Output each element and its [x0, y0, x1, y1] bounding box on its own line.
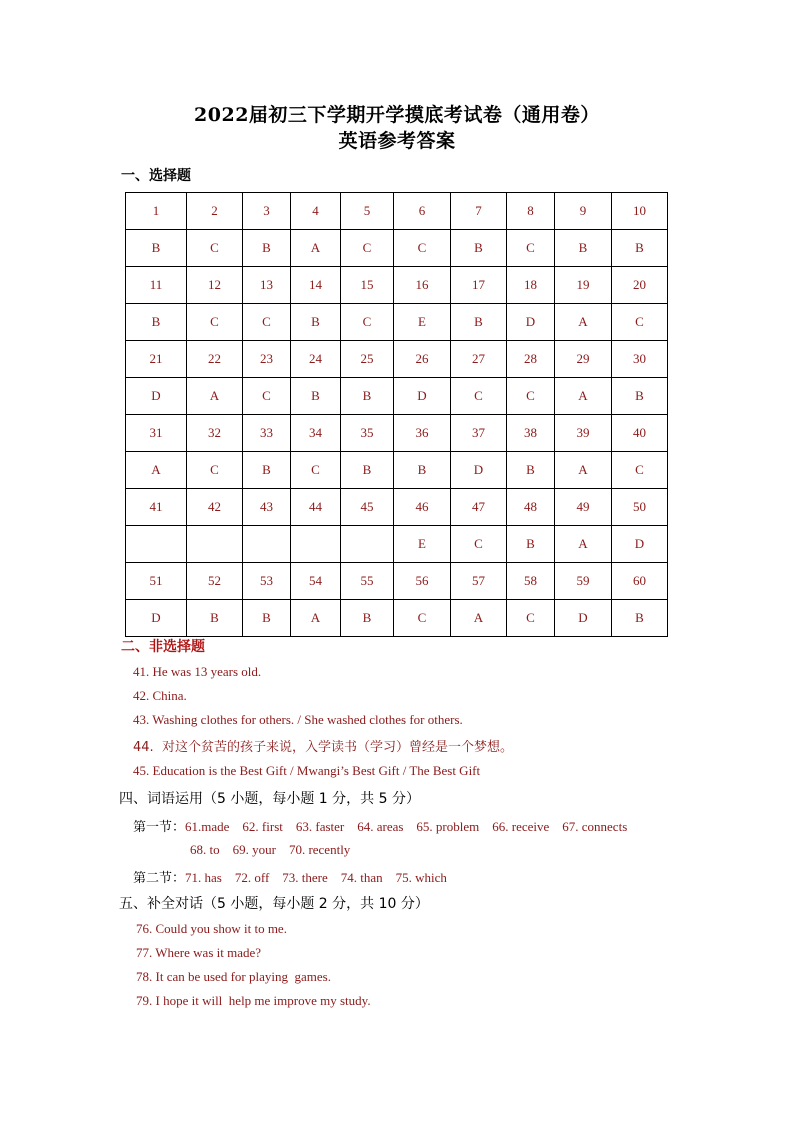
answer-cell: D: [126, 600, 187, 637]
answer-cell: C: [187, 304, 243, 341]
word-use-part1: [133, 816, 627, 835]
answer-cell: B: [341, 452, 394, 489]
question-number-cell: 24: [291, 341, 341, 378]
answer-cell: C: [507, 600, 555, 637]
question-number-cell: 44: [291, 489, 341, 526]
answer-cell: C: [451, 526, 507, 563]
answer-item: 45. Education is the Best Gift / Mwangi’s Best Gift / The Best Gift: [133, 763, 481, 778]
question-number-row: [126, 193, 668, 230]
word-use-part2: [133, 867, 447, 886]
answer-cell: B: [612, 378, 668, 415]
section-heading-nonchoice: 二、非选择题: [121, 639, 205, 655]
question-number-cell: 60: [612, 563, 668, 600]
question-number-cell: 15: [341, 267, 394, 304]
answer-cell: B: [451, 230, 507, 267]
question-number-cell: 22: [187, 341, 243, 378]
answer-cell: A: [555, 378, 612, 415]
question-number-cell: 5: [341, 193, 394, 230]
answer-row: [126, 452, 668, 489]
question-number-cell: 52: [187, 563, 243, 600]
question-number-cell: 37: [451, 415, 507, 452]
answer-cell: C: [394, 600, 451, 637]
question-number-cell: 9: [555, 193, 612, 230]
answer-cell: B: [341, 378, 394, 415]
answer-cell: B: [612, 600, 668, 637]
question-number-row: [126, 563, 668, 600]
answer-item: 43. Washing clothes for others. / She washed clothes for others.: [133, 712, 463, 727]
answer-cell: B: [126, 230, 187, 267]
answer-cell: B: [507, 452, 555, 489]
question-number-cell: 4: [291, 193, 341, 230]
answer-cell: D: [126, 378, 187, 415]
answer-cell: [291, 526, 341, 563]
question-number-cell: 43: [243, 489, 291, 526]
part1-label: 第一节：: [133, 820, 186, 835]
answer-cell: D: [394, 378, 451, 415]
answer-row: [126, 304, 668, 341]
question-number-cell: 40: [612, 415, 668, 452]
answer-cell: B: [291, 378, 341, 415]
answer-cell: C: [341, 304, 394, 341]
part1-answers-line1: 61.made 62. first 63. faster 64. areas 65. problem 66. receive 67. connects: [185, 819, 628, 834]
question-number-cell: 31: [126, 415, 187, 452]
page-title: 2022届初三下学期开学摸底考试卷（通用卷）: [194, 104, 600, 126]
answer-row: [126, 378, 668, 415]
question-number-cell: 8: [507, 193, 555, 230]
question-number-cell: 33: [243, 415, 291, 452]
question-number-cell: 58: [507, 563, 555, 600]
answer-cell: A: [555, 526, 612, 563]
question-number-cell: 11: [126, 267, 187, 304]
answer-cell: B: [243, 230, 291, 267]
answer-cell: A: [555, 452, 612, 489]
dialogue-answer: 76. Could you show it to me.: [136, 921, 287, 936]
question-number-cell: 23: [243, 341, 291, 378]
question-number-cell: 10: [612, 193, 668, 230]
answer-cell: C: [451, 378, 507, 415]
answer-item: 41. He was 13 years old.: [133, 664, 262, 679]
question-number-cell: 53: [243, 563, 291, 600]
dialogue-answer: 78. It can be used for playing games.: [136, 969, 331, 984]
question-number-cell: 54: [291, 563, 341, 600]
answer-cell: A: [291, 600, 341, 637]
answer-cell: B: [243, 600, 291, 637]
question-number-cell: 50: [612, 489, 668, 526]
question-number-cell: 29: [555, 341, 612, 378]
answer-cell: C: [187, 452, 243, 489]
question-number-cell: 6: [394, 193, 451, 230]
answer-cell: [126, 526, 187, 563]
question-number-cell: 7: [451, 193, 507, 230]
question-number-cell: 57: [451, 563, 507, 600]
answer-cell: D: [507, 304, 555, 341]
answer-cell: [341, 526, 394, 563]
answer-cell: C: [187, 230, 243, 267]
answer-cell: C: [243, 378, 291, 415]
answer-item: 42. China.: [133, 688, 187, 703]
answer-cell: C: [612, 452, 668, 489]
answer-cell: E: [394, 304, 451, 341]
question-number-cell: 48: [507, 489, 555, 526]
question-number-cell: 45: [341, 489, 394, 526]
question-number-cell: 27: [451, 341, 507, 378]
question-number-cell: 28: [507, 341, 555, 378]
question-number-cell: 12: [187, 267, 243, 304]
dialogue-answer: 79. I hope it will help me improve my study.: [136, 993, 371, 1008]
question-number-cell: 38: [507, 415, 555, 452]
question-number-cell: 14: [291, 267, 341, 304]
question-number-cell: 41: [126, 489, 187, 526]
answer-cell: B: [187, 600, 243, 637]
part1-answers-line2: 68. to 69. your 70. recently: [190, 842, 351, 857]
question-number-cell: 55: [341, 563, 394, 600]
answer-cell: B: [341, 600, 394, 637]
question-number-cell: 51: [126, 563, 187, 600]
answer-cell: D: [612, 526, 668, 563]
answer-cell: D: [555, 600, 612, 637]
question-number-cell: 2: [187, 193, 243, 230]
answer-cell: C: [243, 304, 291, 341]
question-number-cell: 47: [451, 489, 507, 526]
section-heading-dialogue: 五、补全对话（5 小题，每小题 2 分，共 10 分）: [119, 896, 429, 912]
part2-label: 第二节：: [133, 871, 186, 886]
question-number-cell: 17: [451, 267, 507, 304]
question-number-cell: 56: [394, 563, 451, 600]
question-number-cell: 42: [187, 489, 243, 526]
answer-cell: C: [612, 304, 668, 341]
section-heading-word-use: 四、词语运用（5 小题，每小题 1 分，共 5 分）: [119, 791, 420, 807]
answer-cell: C: [507, 230, 555, 267]
question-number-cell: 34: [291, 415, 341, 452]
answer-cell: B: [243, 452, 291, 489]
answer-cell: B: [291, 304, 341, 341]
answer-cell: A: [451, 600, 507, 637]
answer-item: 44. 对这个贫苦的孩子来说，入学读书（学习）曾经是一个梦想。: [133, 740, 513, 755]
question-number-cell: 26: [394, 341, 451, 378]
answer-cell: A: [291, 230, 341, 267]
question-number-cell: 21: [126, 341, 187, 378]
answer-cell: D: [451, 452, 507, 489]
answer-cell: B: [507, 526, 555, 563]
answer-cell: A: [126, 452, 187, 489]
answer-cell: B: [612, 230, 668, 267]
question-number-cell: 3: [243, 193, 291, 230]
question-number-cell: 59: [555, 563, 612, 600]
answer-row: [126, 526, 668, 563]
question-number-cell: 25: [341, 341, 394, 378]
answer-cell: C: [394, 230, 451, 267]
question-number-cell: 36: [394, 415, 451, 452]
question-number-cell: 20: [612, 267, 668, 304]
answer-cell: A: [187, 378, 243, 415]
answer-cell: B: [394, 452, 451, 489]
answer-cell: E: [394, 526, 451, 563]
part2-answers: 71. has 72. off 73. there 74. than 75. which: [185, 870, 447, 885]
answer-cell: [187, 526, 243, 563]
question-number-row: [126, 415, 668, 452]
answer-cell: B: [451, 304, 507, 341]
answer-cell: A: [555, 304, 612, 341]
question-number-cell: 18: [507, 267, 555, 304]
question-number-row: [126, 489, 668, 526]
question-number-cell: 32: [187, 415, 243, 452]
answer-cell: [243, 526, 291, 563]
question-number-cell: 13: [243, 267, 291, 304]
question-number-cell: 30: [612, 341, 668, 378]
question-number-cell: 1: [126, 193, 187, 230]
answer-cell: C: [507, 378, 555, 415]
question-number-cell: 35: [341, 415, 394, 452]
question-number-row: [126, 341, 668, 378]
question-number-cell: 16: [394, 267, 451, 304]
answer-row: [126, 230, 668, 267]
answer-cell: C: [341, 230, 394, 267]
question-number-cell: 39: [555, 415, 612, 452]
answer-cell: B: [555, 230, 612, 267]
page-subtitle: 英语参考答案: [338, 130, 456, 152]
question-number-cell: 46: [394, 489, 451, 526]
question-number-cell: 19: [555, 267, 612, 304]
answer-table: [125, 192, 668, 637]
section-heading-choice: 一、选择题: [121, 168, 191, 184]
answer-row: [126, 600, 668, 637]
question-number-cell: 49: [555, 489, 612, 526]
answer-cell: C: [291, 452, 341, 489]
answer-cell: B: [126, 304, 187, 341]
dialogue-answer: 77. Where was it made?: [136, 945, 262, 960]
question-number-row: [126, 267, 668, 304]
